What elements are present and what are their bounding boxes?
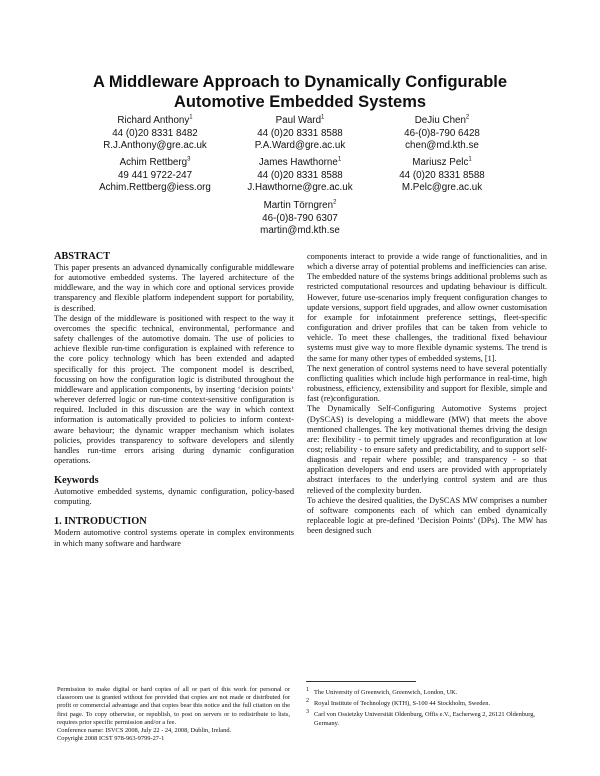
body-paragraph: components interact to provide a wide range of functionalities, and in which a diverse array of potential problems and inefficiencies can arise. The embedded nature of the systems brings additional problems such as restricted computational resources and updating behaviour is difficult. However, future use-scenarios imply frequent configuration changes to update versions, support field upgrades, and allow owner customisation for example for infotainment preference settings, fleet-specific configuration and driver profiles that can be taken from vehicle to vehicle. To meet these challenges, the traditional fixed behaviour systems must give way to more flexible dynamic systems. The trend is the same for many other types of embedded systems, [1]. [307,252,547,363]
title-line-2: Automotive Embedded Systems [173,93,427,111]
keywords-text: Automotive embedded systems, dynamic configuration, policy-based computing. [54,487,294,507]
body-paragraph: The next generation of control systems need to have several potentially conflicting qualities which include high performance in real-time, high robustness, efficiency, extensibility and support for flexible, simple and fast (re)configuration. [307,363,547,404]
permission-text: Permission to make digital or hard copies of all or part of this work for personal or classroom use is granted without fee provided that copies are not made or distributed for profit or commercial advantage and that copies bear this notice and the full citation on the first page. To copy otherwise, or republish, to post on servers or to redistribute to lists, requires prior specific permission and/or a fee. [57,686,290,726]
footnote: 2 Royal Institute of Technology (KTH), S-100 44 Stockholm, Sweden. [306,698,491,708]
permission-notice [57,686,290,743]
author-block [215,200,385,238]
author-affiliation-mark: 2 [465,114,470,121]
left-column [54,250,294,549]
keywords-heading: Keywords [54,475,99,487]
author-name: Achim Rettberg [119,157,188,168]
author-phone: 44 (0)20 8331 8588 [399,169,485,181]
author-phone: 46-(0)8-790 6307 [262,212,338,224]
footnote: 3 Carl von Ossietzky Universität Oldenburg, Offis e.V., Escherweg 2, 26121 Oldenburg, Germany. [306,709,536,727]
author-name: Paul Ward [275,115,322,126]
abstract-heading: ABSTRACT [54,251,111,262]
footnote-text: Royal Institute of Technology (KTH), S-100 44 Stockholm, Sweden. [314,700,491,708]
body-paragraph: The Dynamically Self-Configuring Automotive Systems project (DySCAS) is developing a middleware (MW) that meets the above mentioned challenges. The key motivational themes driving the design are: flexibility - to permit timely upgrades and reconfiguration at low cost; reliability - to ensure safety and predictability, and to support self-diagnosis and repair where possible; and transparency - so that application developers and end users are provided with appropriately abstract interfaces to the underlying control system and are thus relieved of the complexity burden. [307,404,547,495]
author-name: DeJiu Chen [414,115,466,126]
footnote-text: Carl von Ossietzky Universität Oldenburg, Offis e.V., Escherweg 2, 26121 Oldenburg, Germany. [314,711,536,727]
author-name: James Hawthorne [258,157,338,168]
author-email: M.Pelc@gre.ac.uk [401,182,483,193]
copyright-info: Copyright 2008 ICST 978-963-9799-27-1 [57,735,165,743]
conference-info: Conference name: ISVCS 2008, July 22 - 24, 2008, Dublin, Ireland. [57,727,232,735]
introduction-paragraph: Modern automotive control systems operate in complex environments in which many software and hardware [54,528,294,548]
author-email: martin@md.kth.se [260,225,340,236]
author-affiliation-mark: 1 [468,156,472,163]
abstract-paragraph: This paper presents an advanced dynamically configurable middleware for automotive embedded systems. The layered architecture of the middleware, and the way in which core and optional services provide transparency and flexible platform independent support for portability, is described. [54,263,294,313]
author-affiliation-mark: 1 [189,114,193,121]
author-email: J.Hawthorne@gre.ac.uk [247,182,353,193]
author-email: Achim.Rettberg@iess.org [99,182,211,193]
introduction-heading: 1. INTRODUCTION [54,516,147,528]
footnote-divider [306,681,416,682]
title-line-1: A Middleware Approach to Dynamically Configurable [92,73,508,91]
author-phone: 44 (0)20 8331 8588 [257,169,343,181]
author-phone: 44 (0)20 8331 8482 [112,127,198,139]
author-phone: 46-(0)8-790 6428 [404,127,480,139]
author-email: chen@md.kth.se [405,140,479,151]
abstract-paragraph: The design of the middleware is positioned with respect to the way it overcomes the specific technical, environmental, performance and safety challenges of the automotive domain. The use of policies to achieve flexible run-time configuration is explained with reference to the core policy technology which has been extended and adapted specifically for this project. The component model is described, focussing on how the configuration logic is distributed throughout the middleware and application components, by inserting ‘decision points’ wherever deferred logic or run-time context-sensitive configuration is required. Included in this discussion are the way in which context information is automatically provided to policies to inform context-aware behaviour; the dynamic wrapper mechanism which isolates policies, provides transparency to software developers and silently handles run-time errors arising during dynamic configuration operations. [54,313,294,465]
footnote: 1 The University of Greenwich, Greenwich, London, UK. [306,687,458,696]
author-affiliation-mark: 3 [187,156,191,163]
paper-title [40,72,560,112]
author-block [357,115,527,153]
author-name: Richard Anthony [117,115,190,126]
author-email: R.J.Anthony@gre.ac.uk [103,140,207,151]
author-phone: 49 441 9722-247 [117,169,193,181]
author-block [357,157,527,195]
author-affiliation-mark: 1 [337,156,342,163]
author-affiliation-mark: 1 [321,114,325,121]
author-email: P.A.Ward@gre.ac.uk [254,140,346,151]
right-column [307,252,547,536]
author-name: Martin Törngren [263,200,334,211]
body-paragraph: To achieve the desired qualities, the DySCAS MW comprises a number of software components each of which can embed dynamically replaceable logic at pre-defined ‘Decision Points’ (DPs). The MW has been designed such [307,495,547,536]
footnotes [306,689,546,731]
author-affiliation-mark: 2 [333,199,337,206]
author-name: Mariusz Pelc [412,157,469,168]
author-phone: 44 (0)20 8331 8588 [257,127,343,139]
footnote-text: The University of Greenwich, Greenwich, London, UK. [314,689,458,696]
